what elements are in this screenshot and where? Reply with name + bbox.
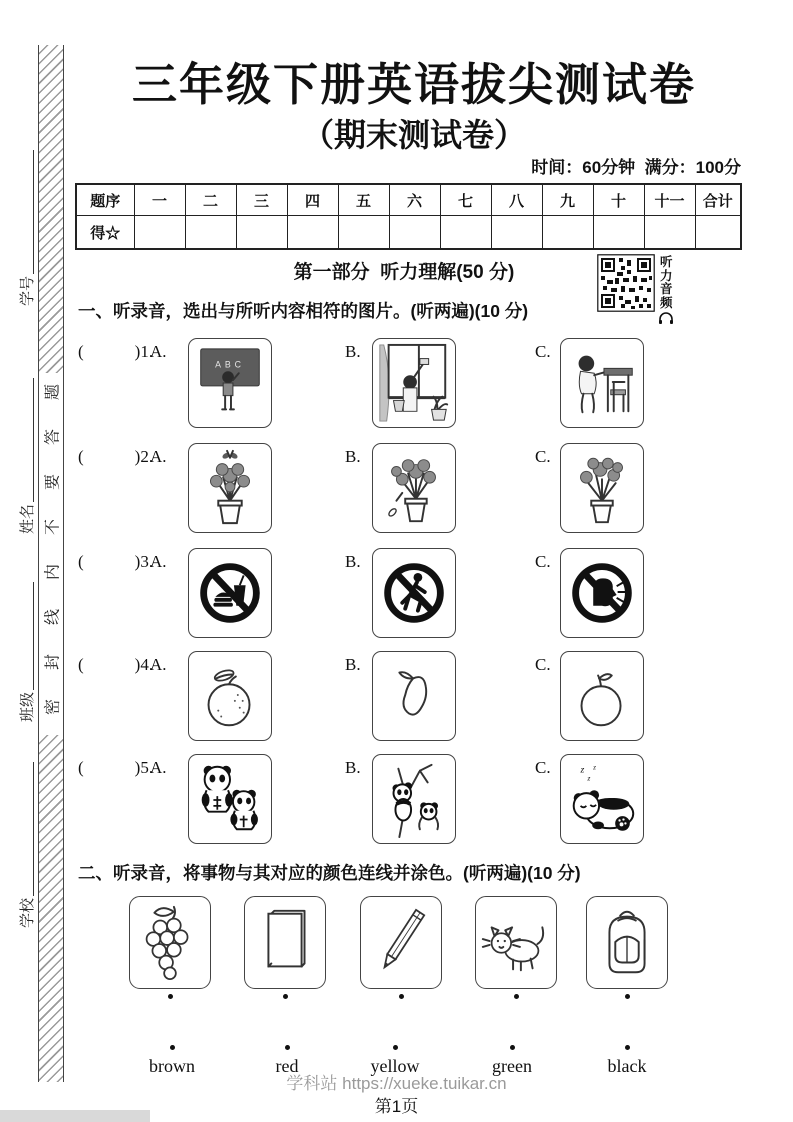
seal-hatch-bottom <box>39 735 63 1082</box>
option-label: A. <box>150 342 167 361</box>
student-name-blank <box>33 378 34 502</box>
seal-char: 密 <box>44 698 62 716</box>
match-dot-item <box>168 994 173 999</box>
option-label: B. <box>345 758 361 777</box>
question-prefix: ( )1. <box>78 342 154 361</box>
color-word: black <box>607 1056 647 1076</box>
option-label: A. <box>150 655 167 674</box>
score-cell <box>338 216 389 250</box>
section1-title: 一、听录音，选出与所听内容相符的图片。(听两遍)(10 分) <box>78 301 529 321</box>
score-cell <box>644 216 695 250</box>
option-label: C. <box>535 447 551 466</box>
class-blank <box>33 582 34 690</box>
option-label: C. <box>535 552 551 571</box>
headphones-icon <box>658 311 674 330</box>
match-dot-color <box>170 1045 175 1050</box>
score-table-score-row <box>76 216 741 250</box>
option-image <box>188 651 272 741</box>
listening-audio-label: 听力音频 <box>660 255 673 310</box>
student-id-label: 学号 <box>20 275 36 306</box>
score-header-cell: 九 <box>542 184 593 216</box>
option-image <box>188 443 272 533</box>
svg-text:z: z <box>580 764 585 776</box>
match-dot-item <box>625 994 630 999</box>
score-cell <box>185 216 236 250</box>
time-score-info: 时间：60分钟 满分：100分 <box>531 158 741 177</box>
site-watermark: 学科站 https://xueke.tuikar.cn <box>286 1074 507 1093</box>
option-image <box>560 754 644 844</box>
option-label: C. <box>535 655 551 674</box>
score-header-cell: 三 <box>236 184 287 216</box>
score-cell <box>491 216 542 250</box>
score-cell <box>593 216 644 250</box>
option-image <box>372 754 456 844</box>
score-cell <box>542 216 593 250</box>
seal-char: 线 <box>44 608 62 626</box>
option-label: C. <box>535 342 551 361</box>
school-field <box>15 762 37 928</box>
question-prefix: ( )5. <box>78 758 154 777</box>
score-table <box>75 183 742 250</box>
item-image <box>586 896 668 989</box>
option-label: B. <box>345 655 361 674</box>
match-dot-item <box>399 994 404 999</box>
page-subtitle: （期末测试卷） <box>301 117 526 153</box>
scan-edge-shadow <box>0 1110 150 1122</box>
seal-char: 封 <box>44 653 62 671</box>
score-header-cell: 六 <box>389 184 440 216</box>
score-row-label: 得☆ <box>76 216 134 250</box>
match-dot-item <box>283 994 288 999</box>
color-word: brown <box>149 1056 195 1076</box>
school-label: 学校 <box>20 897 36 928</box>
seal-char: 不 <box>44 518 62 536</box>
class-field <box>15 582 37 722</box>
svg-text:z: z <box>593 764 596 772</box>
option-label: A. <box>150 758 167 777</box>
option-label: A. <box>150 447 167 466</box>
score-header-cell: 十一 <box>644 184 695 216</box>
option-image <box>188 548 272 638</box>
listening-audio-qr-code <box>597 254 655 312</box>
svg-text:z: z <box>587 773 591 783</box>
option-label: B. <box>345 447 361 466</box>
option-image <box>560 443 644 533</box>
student-id-blank <box>33 150 34 274</box>
item-image <box>129 896 211 989</box>
option-image <box>188 338 272 428</box>
match-dot-color <box>510 1045 515 1050</box>
option-image <box>560 651 644 741</box>
score-cell <box>134 216 185 250</box>
seal-line-column <box>38 45 64 1082</box>
score-header-cell: 八 <box>491 184 542 216</box>
class-label: 班级 <box>20 691 36 722</box>
seal-hatch-top <box>39 45 63 373</box>
color-word: red <box>275 1056 299 1076</box>
item-image <box>244 896 326 989</box>
score-cell <box>236 216 287 250</box>
score-header-cell: 四 <box>287 184 338 216</box>
seal-char: 要 <box>44 473 62 491</box>
score-cell <box>695 216 741 250</box>
option-image <box>372 443 456 533</box>
page-title: 三年级下册英语拔尖测试卷 <box>131 59 696 110</box>
option-image <box>372 338 456 428</box>
option-label: B. <box>345 552 361 571</box>
question-prefix: ( )3. <box>78 552 154 571</box>
color-word: green <box>492 1056 532 1076</box>
part1-heading: 第一部分 听力理解(50 分) <box>293 262 515 283</box>
option-image <box>560 338 644 428</box>
option-image <box>188 754 272 844</box>
option-label: C. <box>535 758 551 777</box>
score-table-header-row <box>76 184 741 216</box>
school-blank <box>33 762 34 896</box>
student-name-label: 姓名 <box>20 503 36 534</box>
page-number: 第1页 <box>374 1097 419 1116</box>
score-header-cell: 十 <box>593 184 644 216</box>
option-image <box>560 548 644 638</box>
question-prefix: ( )2. <box>78 447 154 466</box>
question-prefix: ( )4. <box>78 655 154 674</box>
score-header-cell: 二 <box>185 184 236 216</box>
option-label: B. <box>345 342 361 361</box>
score-header-cell: 题序 <box>76 184 134 216</box>
score-header-cell: 一 <box>134 184 185 216</box>
seal-char: 题 <box>44 383 62 401</box>
seal-char: 答 <box>44 428 62 446</box>
option-label: A. <box>150 552 167 571</box>
option-image <box>372 651 456 741</box>
score-header-cell: 七 <box>440 184 491 216</box>
score-cell <box>389 216 440 250</box>
item-image <box>360 896 442 989</box>
section2-title: 二、听录音，将事物与其对应的颜色连线并涂色。(听两遍)(10 分) <box>78 863 581 883</box>
seal-char: 内 <box>44 563 62 581</box>
color-word: yellow <box>370 1056 420 1076</box>
svg-text:ABC: ABC <box>215 359 245 370</box>
student-name-field <box>15 378 37 534</box>
score-cell <box>440 216 491 250</box>
match-dot-color <box>625 1045 630 1050</box>
score-cell <box>287 216 338 250</box>
match-dot-color <box>393 1045 398 1050</box>
match-dot-item <box>514 994 519 999</box>
option-image <box>372 548 456 638</box>
student-id-field <box>15 150 37 306</box>
score-header-cell: 合计 <box>695 184 741 216</box>
match-dot-color <box>285 1045 290 1050</box>
score-header-cell: 五 <box>338 184 389 216</box>
item-image <box>475 896 557 989</box>
